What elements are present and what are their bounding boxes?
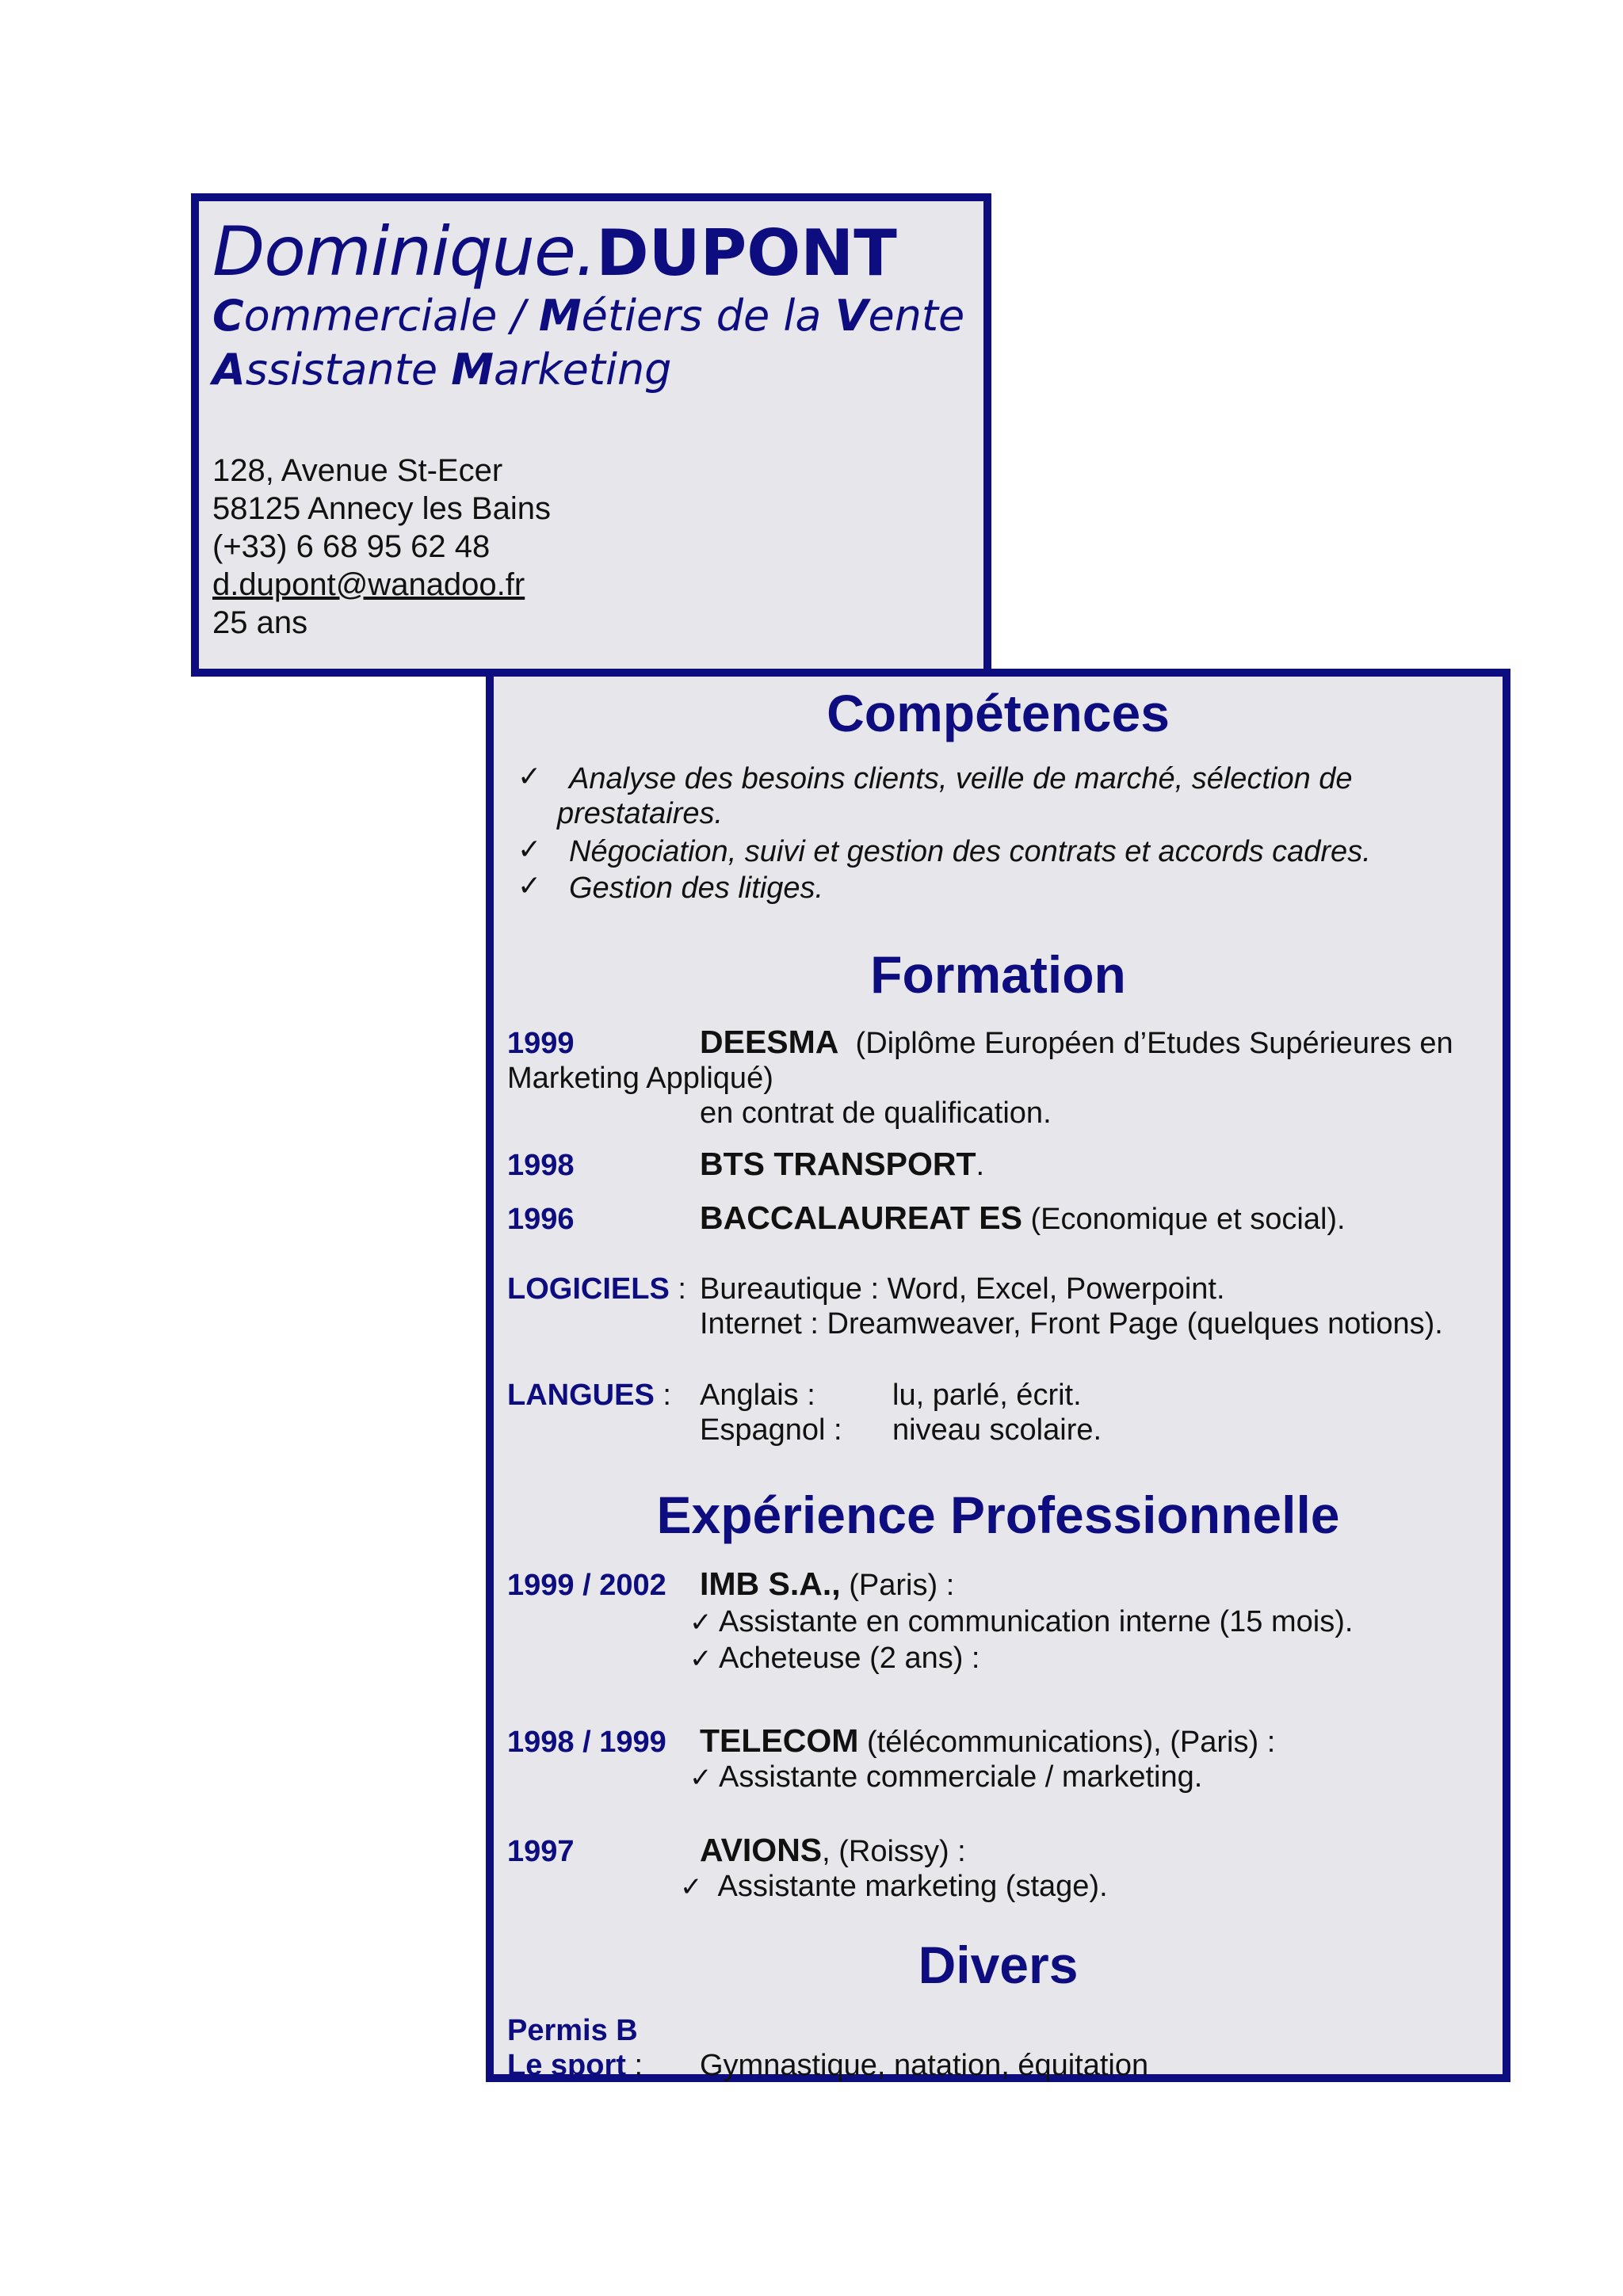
section-title-competences: Compétences	[827, 684, 1170, 742]
experience-company-line	[700, 1832, 966, 1870]
company-place: (télécommunications), (Paris) :	[867, 1726, 1276, 1759]
company-name: AVIONS	[700, 1832, 823, 1868]
logiciels-internet: Internet : Dreamweaver, Front Page (quelques notions).	[700, 1307, 1443, 1341]
job-title-line-1: Commerciale / Métiers de la Vente	[212, 291, 965, 341]
check-icon: ✓	[689, 1762, 712, 1794]
company-name: IMB S.A.,	[700, 1566, 841, 1602]
experience-company-line	[700, 1722, 1275, 1760]
job-title-line-2: Assistante Marketing	[212, 345, 672, 395]
age: 25 ans	[212, 605, 308, 640]
check-icon: ✓	[689, 1643, 712, 1675]
formation-entry	[700, 1199, 1346, 1238]
skill-item: Gestion des litiges.	[569, 871, 824, 905]
check-icon: ✓	[517, 870, 542, 902]
formation-year: 1999	[507, 1027, 575, 1060]
last-name: DUPONT	[596, 216, 897, 290]
experience-period: 1999 / 2002	[507, 1569, 666, 1602]
experience-period: 1998 / 1999	[507, 1726, 666, 1759]
langue-level: niveau scolaire.	[892, 1413, 1102, 1447]
cv-content-box	[486, 669, 1510, 2082]
address-street: 128, Avenue St-Ecer	[212, 453, 503, 488]
logiciels-label: LOGICIELS :	[507, 1272, 686, 1306]
langue-level: lu, parlé, écrit.	[892, 1379, 1082, 1412]
langues-label: LANGUES :	[507, 1379, 671, 1412]
check-icon: ✓	[517, 833, 542, 866]
logiciels-bureautique: Bureautique : Word, Excel, Powerpoint.	[700, 1272, 1225, 1306]
phone-number: (+33) 6 68 95 62 48	[212, 529, 491, 564]
experience-task: ✓ Assistante marketing (stage).	[680, 1870, 1108, 1903]
sport-label: Le sport :	[507, 2049, 643, 2082]
skill-item-continued: prestataires.	[557, 797, 724, 830]
diploma-detail-wrap: Marketing Appliqué)	[507, 1062, 773, 1095]
diploma-name: BACCALAUREAT ES	[700, 1199, 1022, 1236]
check-icon: ✓	[517, 761, 542, 793]
sport-value: Gymnastique, natation, équitation	[700, 2049, 1149, 2082]
skill-item: Négociation, suivi et gestion des contrats et accords cadres.	[569, 835, 1371, 868]
email-link[interactable]: d.dupont@wanadoo.fr	[212, 567, 525, 602]
skill-item: Analyse des besoins clients, veille de marché, sélection de	[569, 762, 1353, 795]
experience-task: ✓ Assistante en communication interne (15 mois).	[689, 1605, 1354, 1638]
company-name: TELECOM	[700, 1722, 859, 1759]
formation-entry	[700, 1146, 984, 1184]
experience-task: ✓ Acheteuse (2 ans) :	[689, 1642, 980, 1675]
company-place: , (Roissy) :	[822, 1835, 966, 1868]
experience-period: 1997	[507, 1835, 575, 1868]
section-title-formation: Formation	[870, 945, 1126, 1004]
experience-task: ✓ Assistante commerciale / marketing.	[689, 1760, 1203, 1794]
diploma-name: BTS TRANSPORT	[700, 1146, 976, 1182]
langue-name: Anglais :	[700, 1379, 815, 1412]
langue-name: Espagnol :	[700, 1413, 842, 1447]
check-icon: ✓	[689, 1607, 712, 1638]
check-icon: ✓	[680, 1871, 703, 1903]
formation-year: 1996	[507, 1203, 575, 1236]
diploma-detail: (Diplôme Européen d’Etudes Supérieures en	[855, 1027, 1453, 1060]
company-place: (Paris) :	[849, 1569, 955, 1602]
candidate-name	[212, 212, 897, 293]
identity-box	[191, 193, 991, 677]
address-city: 58125 Annecy les Bains	[212, 491, 551, 526]
first-name: Dominique.	[212, 212, 597, 292]
section-title-divers: Divers	[918, 1936, 1079, 1994]
permis: Permis B	[507, 2014, 638, 2047]
experience-company-line	[700, 1566, 954, 1604]
diploma-extra: en contrat de qualification.	[700, 1097, 1052, 1130]
diploma-detail: .	[976, 1149, 985, 1182]
section-title-experience: Expérience Professionnelle	[656, 1486, 1340, 1544]
diploma-detail: (Economique et social).	[1030, 1203, 1346, 1236]
formation-year: 1998	[507, 1149, 575, 1182]
formation-entry	[700, 1024, 1453, 1062]
diploma-name: DEESMA	[700, 1024, 839, 1060]
